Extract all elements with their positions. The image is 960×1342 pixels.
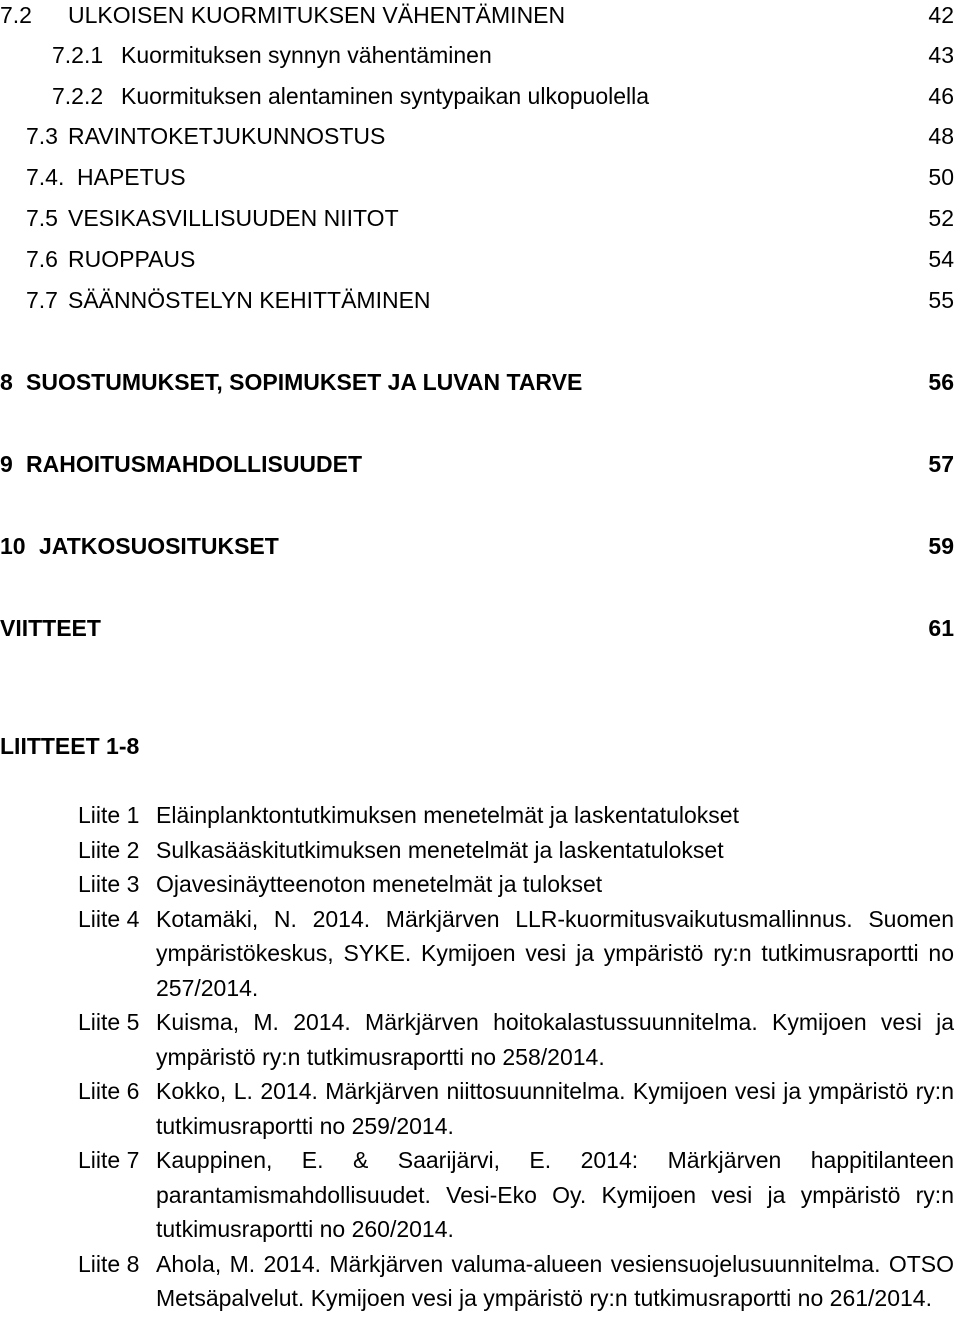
appendix-text: Kotamäki, N. 2014. Märkjärven LLR-kuormitusvaikutusmallinnus. Suomen ympäristökeskus, SYKE. Kymijoen vesi ja ympäristö ry:n tutkimusraportti no 257/2014.: [156, 905, 954, 1001]
toc-entry-title: JATKOSUOSITUKSET: [39, 533, 279, 559]
toc-entry-title: VIITTEET: [0, 615, 101, 641]
toc-entry-number: 9: [0, 451, 13, 477]
toc-entry-7-2-1: [0, 40, 954, 70]
toc-entry-7-7: [0, 285, 954, 315]
appendix-item: [0, 1247, 960, 1316]
toc-entry-title: SUOSTUMUKSET, SOPIMUKSET JA LUVAN TARVE: [26, 369, 583, 395]
toc-entry-7-2: [0, 0, 954, 30]
toc-entry-number: 7.2.2: [52, 83, 104, 109]
toc-entry-title: SÄÄNNÖSTELYN KEHITTÄMINEN: [68, 287, 431, 313]
appendix-text: Kauppinen, E. & Saarijärvi, E. 2014: Märkjärven happitilanteen parantamismahdollisuudet. Vesi-Eko Oy. Kymijoen vesi ja ympäristö ry:n tutkimusraportti no 260/2014.: [156, 1147, 954, 1242]
toc-entry-viitteet: [0, 613, 954, 643]
toc-entry-number: 7.6: [26, 246, 58, 272]
appendix-list: [0, 798, 960, 1316]
toc-entry-page: 50: [928, 164, 954, 190]
toc-entry-number: 7.7: [26, 287, 58, 313]
toc-entry-9: [0, 449, 954, 479]
toc-entry-page: 54: [928, 246, 954, 272]
toc-entry-number: 10: [0, 533, 26, 559]
toc-entry-page: 46: [928, 83, 954, 109]
toc-entry-title: VESIKASVILLISUUDEN NIITOT: [68, 205, 399, 231]
toc-entry-page: 55: [928, 287, 954, 313]
toc-entry-number: 7.4.: [26, 164, 65, 190]
toc-entry-title: RAHOITUSMAHDOLLISUUDET: [26, 451, 363, 477]
toc-entry-title: Kuormituksen alentaminen syntypaikan ulkopuolella: [121, 83, 650, 109]
appendix-text: Ahola, M. 2014. Märkjärven valuma-alueen vesiensuojelusuunnitelma. OTSO Metsäpalvelut. Kymijoen vesi ja ympäristö ry:n tutkimusraportti no 261/2014.: [156, 1250, 954, 1311]
appendix-item: [0, 1005, 960, 1074]
toc-entry-7-4: [0, 162, 954, 192]
toc-entry-page: 59: [928, 533, 954, 559]
appendix-label: Liite 7: [78, 1147, 140, 1173]
toc-entry-10: [0, 531, 954, 561]
appendix-label: Liite 2: [78, 836, 140, 863]
toc-entry-page: 57: [928, 451, 954, 477]
toc-entry-number: 7.3: [26, 123, 58, 149]
toc-entry-page: 43: [928, 42, 954, 68]
appendix-item: [0, 902, 960, 1006]
toc-entry-page: 56: [928, 369, 954, 395]
appendix-item: [0, 1143, 960, 1247]
appendix-item: [0, 833, 960, 868]
toc-entry-page: 52: [928, 205, 954, 231]
appendix-label: Liite 1: [78, 802, 140, 828]
toc-entry-7-6: [0, 244, 954, 274]
appendix-text: Eläinplanktontutkimuksen menetelmät ja laskentatulokset: [156, 802, 739, 828]
appendix-label: Liite 5: [78, 1009, 140, 1035]
appendix-item: [0, 867, 960, 902]
appendix-text: Kokko, L. 2014. Märkjärven niittosuunnitelma. Kymijoen vesi ja ympäristö ry:n tutkimusraportti no 259/2014.: [156, 1078, 954, 1139]
appendix-label: Liite 3: [78, 871, 140, 897]
toc-entry-title: RUOPPAUS: [68, 246, 196, 272]
appendix-text: Sulkasääskitutkimuksen menetelmät ja laskentatulokset: [156, 836, 724, 863]
toc-entry-8: [0, 367, 954, 397]
toc-entry-7-3: [0, 121, 954, 151]
toc-entry-page: 61: [928, 615, 954, 641]
toc-entry-7-5: [0, 203, 954, 233]
appendix-item: [0, 798, 960, 833]
toc-entry-7-2-2: [0, 81, 954, 111]
toc-entry-title: Kuormituksen synnyn vähentäminen: [121, 42, 492, 68]
appendix-text: Ojavesinäytteenoton menetelmät ja tulokset: [156, 871, 603, 897]
toc-entry-title: RAVINTOKETJUKUNNOSTUS: [68, 123, 386, 149]
toc-entry-page: 48: [928, 123, 954, 149]
appendix-label: Liite 4: [78, 905, 140, 932]
toc-entry-number: 8: [0, 369, 13, 395]
appendix-item: [0, 1074, 960, 1143]
toc-entry-page: 42: [928, 2, 954, 28]
toc-entry-title: ULKOISEN KUORMITUKSEN VÄHENTÄMINEN: [68, 2, 566, 28]
toc-entry-number: 7.5: [26, 205, 58, 231]
toc-entry-number: 7.2: [0, 2, 32, 28]
toc-entry-number: 7.2.1: [52, 42, 104, 68]
appendices-heading: LIITTEET 1-8: [0, 733, 140, 759]
appendix-text: Kuisma, M. 2014. Märkjärven hoitokalastussuunnitelma. Kymijoen vesi ja ympäristö ry:n tutkimusraportti no 258/2014.: [156, 1009, 954, 1070]
appendix-label: Liite 8: [78, 1250, 140, 1277]
toc-entry-title: HAPETUS: [77, 164, 186, 190]
appendix-label: Liite 6: [78, 1078, 140, 1104]
